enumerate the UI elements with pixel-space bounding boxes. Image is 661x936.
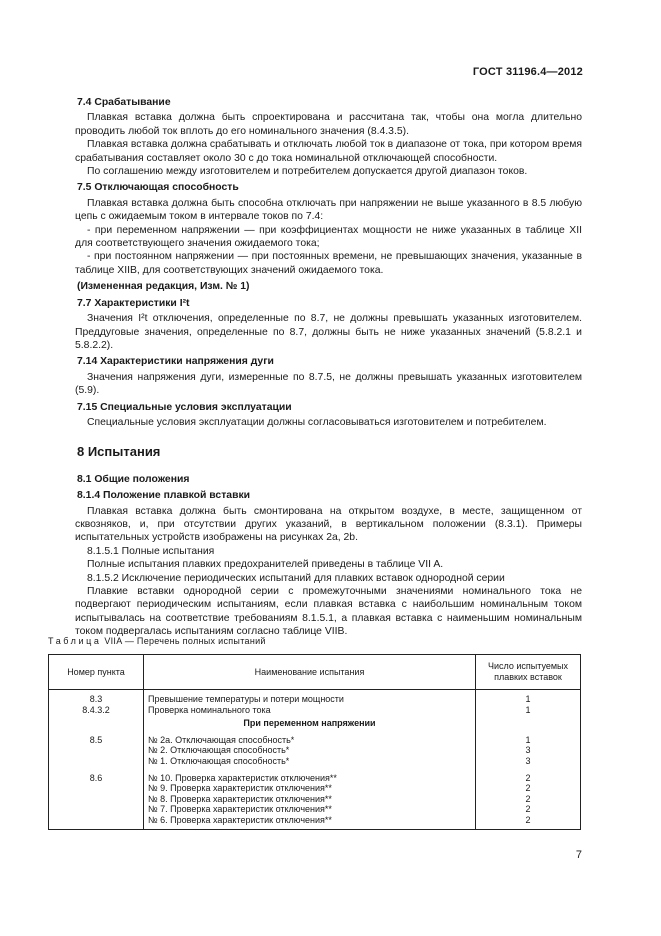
paragraph: - при постоянном напряжении — при постоянных времени, не превышающих значения, указанные в таблице XIIB, для соответствующих значений ожидаемого тока. xyxy=(75,251,582,276)
sample-count-cell: 2 xyxy=(476,794,581,805)
test-name-cell: Проверка номинального тока xyxy=(144,705,476,716)
clause-number-cell xyxy=(49,794,144,805)
sample-count-cell: 1 xyxy=(476,705,581,716)
test-name-cell: № 2. Отключающая способность* xyxy=(144,745,476,756)
sample-count-cell: 2 xyxy=(476,767,581,784)
test-name-cell: № 7. Проверка характеристик отключения** xyxy=(144,804,476,815)
table-caption-text: VIIA — Перечень полных испытаний xyxy=(104,636,266,646)
table-row xyxy=(49,815,581,829)
table-row xyxy=(49,783,581,794)
test-name-cell: № 1. Отключающая способность* xyxy=(144,756,476,767)
paragraph: Специальные условия эксплуатации должны согласовываться изготовителем и потребителем. xyxy=(87,416,547,428)
paragraph: Значения напряжения дуги, измеренные по 8.7.5, не должны превышать указанных изготовителем (5.9). xyxy=(75,371,582,397)
sample-count-cell: 2 xyxy=(476,804,581,815)
heading-7-7: 7.7 Характеристики I²t xyxy=(77,297,190,309)
amendment-note: (Измененная редакция, Изм. № 1) xyxy=(77,281,250,293)
table-cell xyxy=(49,715,144,729)
paragraph: Плавкая вставка должна быть способна отключать при напряжении не выше указанного в 8.5 любую цепь с ожидаемым током в интервале токов по 7.4: xyxy=(75,197,582,223)
clause-number-cell xyxy=(49,756,144,767)
table-row xyxy=(49,729,581,746)
heading-7-5: 7.5 Отключающая способность xyxy=(77,182,239,194)
clause-number-cell xyxy=(49,804,144,815)
clause-number-cell xyxy=(49,815,144,829)
table-row xyxy=(49,794,581,805)
subheading-8-1-5-1: 8.1.5.1 Полные испытания xyxy=(87,545,215,557)
clause-number-cell: 8.3 xyxy=(49,690,144,705)
test-name-cell: Превышение температуры и потери мощности xyxy=(144,690,476,705)
table-body xyxy=(49,690,581,830)
paragraph: Значения I²t отключения, определенные по 8.7, не должны превышать указанных изготовителем. Преддуговые значения, определенные по 8.7, должны быть не ниже указанных значений (5.8.2.1 и 5.8.2.2). xyxy=(75,313,582,351)
sample-count-cell: 2 xyxy=(476,815,581,829)
section-heading-8: 8 Испытания xyxy=(77,444,161,460)
heading-8-1: 8.1 Общие положения xyxy=(77,473,190,485)
sample-count-cell: 3 xyxy=(476,745,581,756)
test-name-cell: № 9. Проверка характеристик отключения** xyxy=(144,783,476,794)
test-name-cell: № 2a. Отключающая способность* xyxy=(144,729,476,746)
subheading-8-1-5-2: 8.1.5.2 Исключение периодических испытаний для плавких вставок однородной серии xyxy=(87,572,505,584)
tests-table xyxy=(48,654,581,830)
document-id: ГОСТ 31196.4—2012 xyxy=(472,66,583,78)
table-group-label: При переменном напряжении xyxy=(144,715,476,729)
paragraph: - при переменном напряжении — при коэффициентах мощности не ниже указанных в таблице XII для соответствующего значения ожидаемого тока; xyxy=(75,224,582,250)
clause-number-cell xyxy=(49,783,144,794)
header-sample-count: Число испытуемых плавких вставок xyxy=(476,655,581,690)
sample-count-cell: 1 xyxy=(476,690,581,705)
table-row xyxy=(49,745,581,756)
paragraph: Плавкая вставка должна срабатывать и отключать любой ток в диапазоне от тока, при котором время срабатывания составляет около 30 с до тока номинальной отключающей способности. xyxy=(75,139,582,164)
table-cell xyxy=(476,715,581,729)
sample-count-cell: 3 xyxy=(476,756,581,767)
sample-count-cell: 2 xyxy=(476,783,581,794)
paragraph: Плавкая вставка должна быть спроектирована и рассчитана так, чтобы она могла длительно проводить любой ток вплоть до его номинального значения (8.4.3.5). xyxy=(75,112,582,137)
table-row xyxy=(49,767,581,784)
table-row xyxy=(49,705,581,716)
body-text xyxy=(75,93,582,639)
heading-8-1-4: 8.1.4 Положение плавкой вставки xyxy=(77,490,251,502)
table-group-row xyxy=(49,715,581,729)
test-name-cell: № 6. Проверка характеристик отключения** xyxy=(144,815,476,829)
paragraph: Плавкая вставка должна быть смонтирована на открытом воздухе, в месте, защищенном от сквозняков, и, при отсутствии других указаний, в вертикальном положении (8.3.1). Примеры испытательных устройств изображены на рисунках 2a, 2b. xyxy=(75,505,582,544)
clause-number-cell: 8.5 xyxy=(49,729,144,746)
header-test-name: Наименование испытания xyxy=(144,655,476,690)
paragraph: Полные испытания плавких предохранителей приведены в таблице VII A. xyxy=(87,559,444,571)
sample-count-cell: 1 xyxy=(476,729,581,746)
clause-number-cell: 8.4.3.2 xyxy=(49,705,144,716)
paragraph: По соглашению между изготовителем и потребителем допускается другой диапазон токов. xyxy=(87,166,528,178)
page-number: 7 xyxy=(575,849,582,861)
test-name-cell: № 10. Проверка характеристик отключения** xyxy=(144,767,476,784)
heading-7-15: 7.15 Специальные условия эксплуатации xyxy=(77,401,292,413)
table-caption xyxy=(48,636,266,646)
table-header-row xyxy=(49,655,581,690)
table-caption-word: Таблица xyxy=(48,636,102,646)
paragraph: Плавкие вставки однородной серии с промежуточными значениями номинального тока не подвергают периодическим испытаниям, если плавкая вставка с наибольшим номинальным током испытывалась на соответствие требованиям 8.1.5.1, а плавкая вставка с наименьшим номинальным током подвергалась испытаниям согласно таблице VIIB. xyxy=(75,586,582,638)
clause-number-cell: 8.6 xyxy=(49,767,144,784)
heading-7-14: 7.14 Характеристики напряжения дуги xyxy=(77,356,274,368)
table-row xyxy=(49,804,581,815)
table-row xyxy=(49,690,581,705)
clause-number-cell xyxy=(49,745,144,756)
heading-7-4: 7.4 Срабатывание xyxy=(77,97,171,108)
header-clause-number: Номер пункта xyxy=(49,655,144,690)
table-row xyxy=(49,756,581,767)
test-name-cell: № 8. Проверка характеристик отключения** xyxy=(144,794,476,805)
